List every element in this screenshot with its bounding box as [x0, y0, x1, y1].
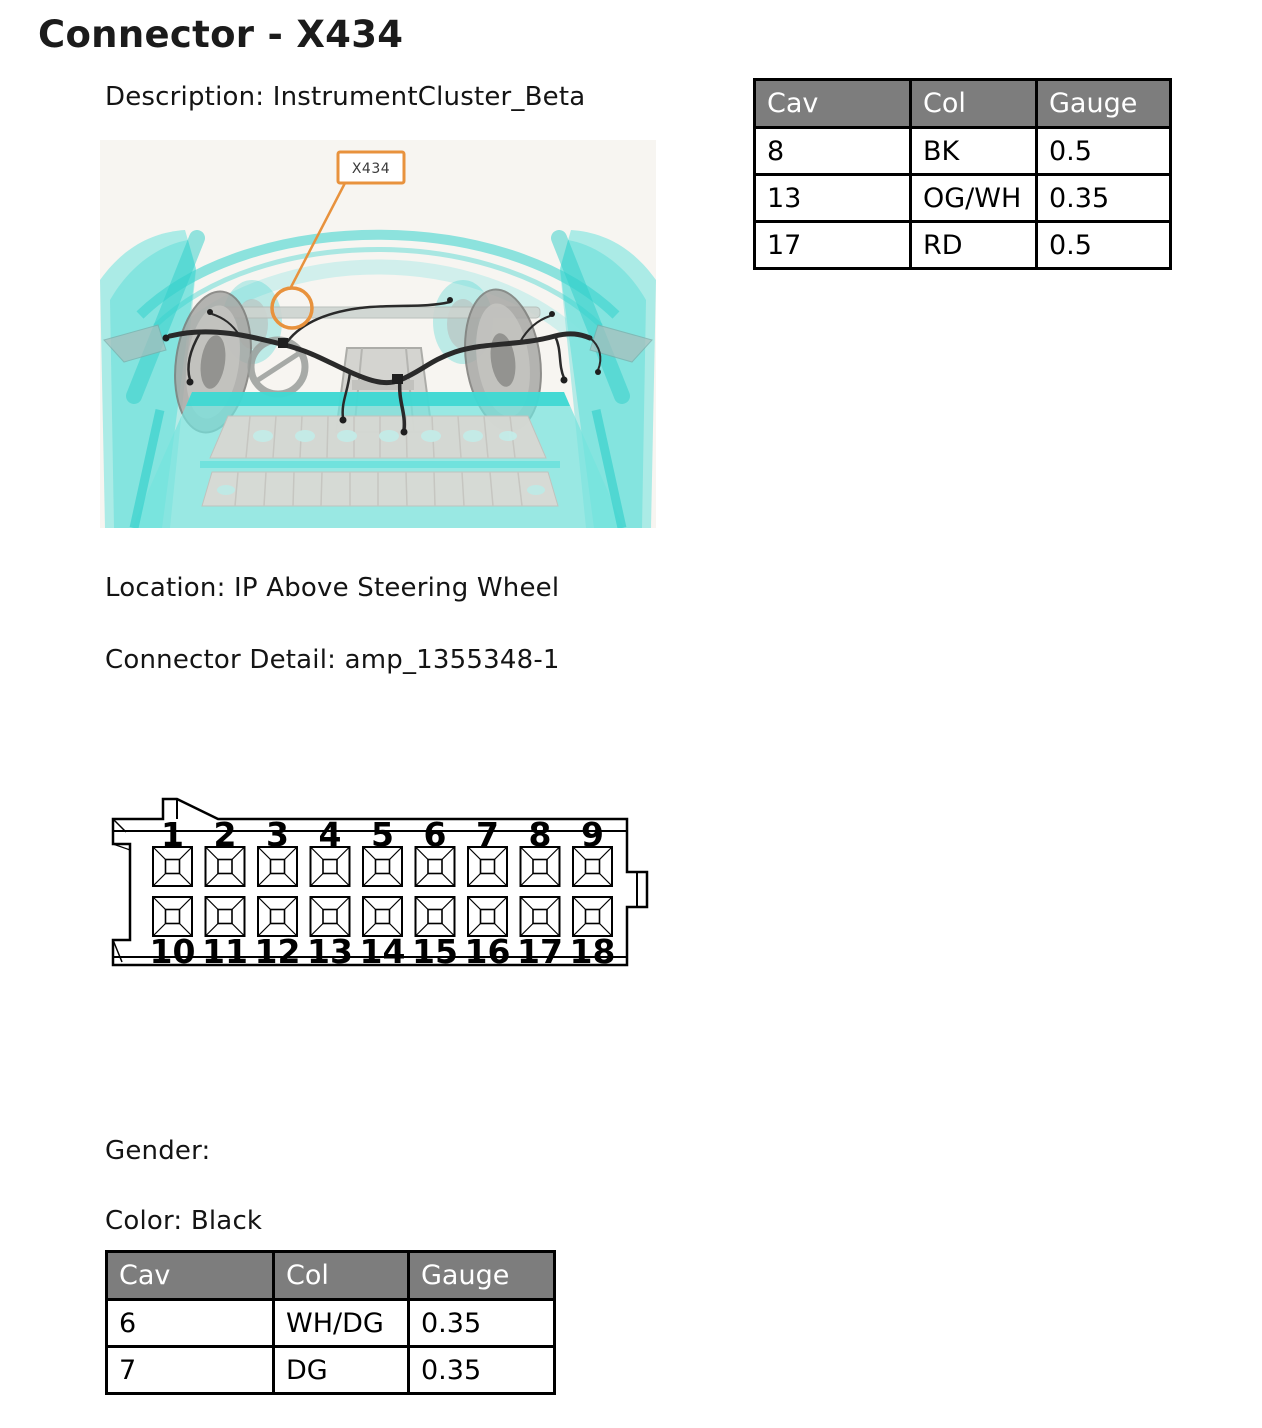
callout-label: X434	[351, 161, 391, 177]
column-header-col: Col	[911, 80, 1037, 128]
col-cell: OG/WH	[911, 175, 1037, 222]
location-text: Location: IP Above Steering Wheel	[105, 573, 560, 603]
pin-number-label: 15	[412, 932, 458, 971]
floor-pan	[132, 392, 624, 528]
column-header-cav: Cav	[755, 80, 911, 128]
connector-pinout-figure	[105, 792, 655, 977]
pin-number-label: 16	[464, 932, 511, 971]
connector-detail-text: Connector Detail: amp_1355348-1	[105, 645, 560, 675]
table-row	[107, 1300, 555, 1347]
pin-number-label: 4	[318, 815, 342, 854]
col-cell: DG	[274, 1347, 409, 1394]
column-header-col: Col	[274, 1252, 409, 1300]
column-header-cav: Cav	[107, 1252, 274, 1300]
wire-table-top	[753, 78, 1172, 270]
connector-pinout-diagram	[105, 792, 655, 977]
table-row	[755, 175, 1171, 222]
table-row	[755, 222, 1171, 269]
cav-cell: 7	[107, 1347, 274, 1394]
table-row	[755, 128, 1171, 175]
pin-number-label: 10	[149, 932, 196, 971]
vehicle-location-image	[100, 140, 656, 528]
cav-cell: 8	[755, 128, 911, 175]
page-title: Connector - X434	[38, 13, 404, 56]
pin-number-label: 18	[569, 932, 616, 971]
pin-number-label: 13	[307, 932, 353, 971]
description-text: Description: InstrumentCluster_Beta	[105, 82, 586, 112]
pin-number-label: 8	[528, 815, 552, 854]
table-header-row	[755, 80, 1171, 128]
pin-number-label: 2	[213, 815, 237, 854]
col-cell: BK	[911, 128, 1037, 175]
pin-number-labels-top	[161, 815, 604, 854]
gender-text: Gender:	[105, 1136, 211, 1166]
gauge-cell: 0.35	[409, 1300, 555, 1347]
gauge-cell: 0.35	[1037, 175, 1171, 222]
pin-number-labels-bottom	[150, 932, 616, 971]
pin-number-label: 12	[254, 932, 301, 971]
pin-number-label: 17	[517, 932, 563, 971]
cav-cell: 6	[107, 1300, 274, 1347]
column-header-gauge: Gauge	[1037, 80, 1171, 128]
cav-cell: 17	[755, 222, 911, 269]
pin-number-label: 11	[202, 932, 248, 971]
pin-number-label: 9	[581, 815, 604, 854]
wire-table-bottom	[105, 1250, 556, 1395]
table-header-row	[107, 1252, 555, 1300]
column-header-gauge: Gauge	[409, 1252, 555, 1300]
cav-cell: 13	[755, 175, 911, 222]
col-cell: RD	[911, 222, 1037, 269]
pin-number-label: 6	[423, 815, 447, 854]
gauge-cell: 0.5	[1037, 128, 1171, 175]
pin-cavities-bottom-row	[153, 897, 612, 936]
col-cell: WH/DG	[274, 1300, 409, 1347]
vehicle-location-figure	[100, 140, 656, 528]
pin-number-label: 3	[266, 815, 289, 854]
pin-number-label: 14	[359, 932, 406, 971]
pin-number-label: 7	[476, 815, 499, 854]
table-row	[107, 1347, 555, 1394]
gauge-cell: 0.35	[409, 1347, 555, 1394]
color-text: Color: Black	[105, 1206, 263, 1236]
pin-number-label: 1	[161, 815, 184, 854]
gauge-cell: 0.5	[1037, 222, 1171, 269]
pin-number-label: 5	[371, 815, 394, 854]
